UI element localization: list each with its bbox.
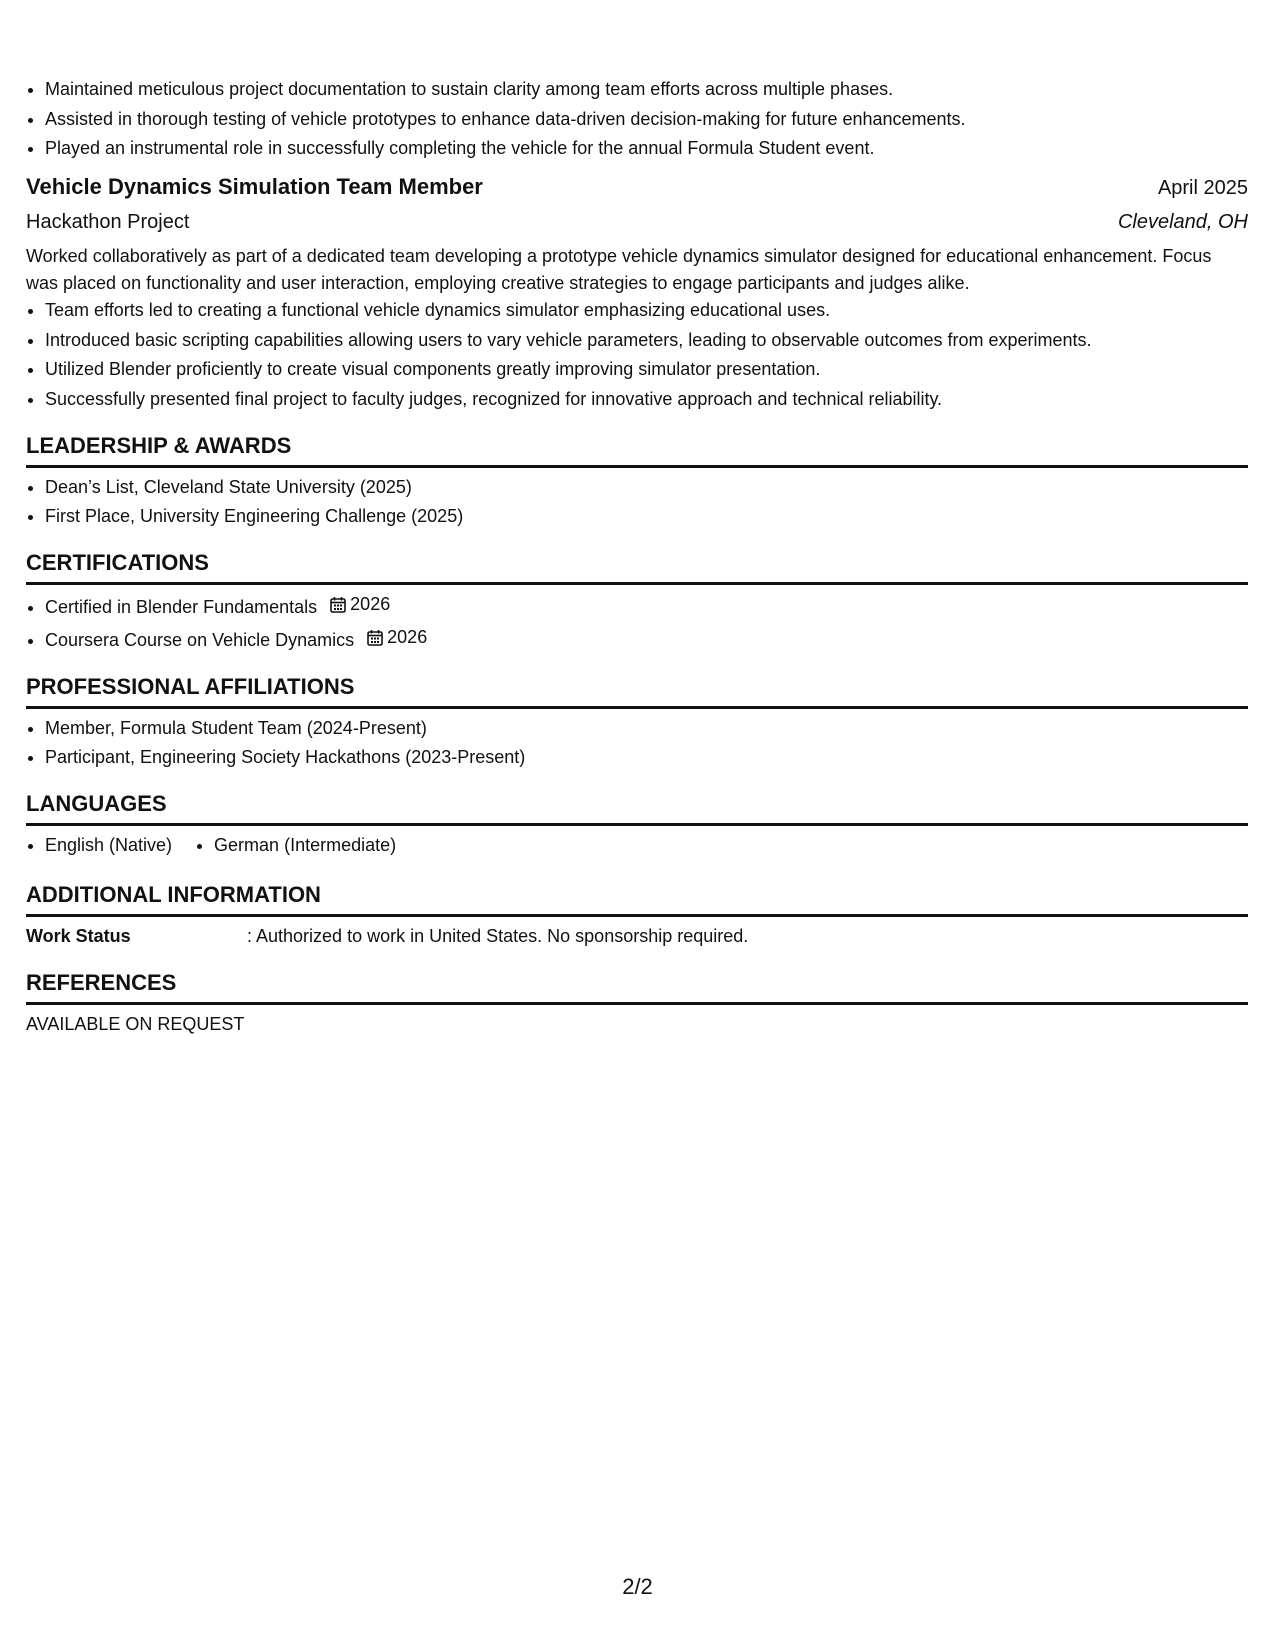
additional-section (26, 878, 1248, 950)
project-entry (26, 170, 1248, 413)
list-item: • Played an instrumental role in successfully completing the vehicle for the annual Formula Student event. (45, 135, 1248, 162)
calendar-icon (367, 629, 383, 646)
list-item: • Utilized Blender proficiently to create visual components greatly improving simulator presentation. (45, 356, 1248, 383)
affiliations-section (26, 670, 1248, 772)
list-item: • Successfully presented final project to faculty judges, recognized for innovative approach and technical reliability. (45, 386, 1248, 413)
project-title: Vehicle Dynamics Simulation Team Member (26, 174, 483, 199)
list-item: • Member, Formula Student Team (2024-Present) (45, 715, 1248, 742)
list-item: • English (Native) (45, 832, 172, 859)
project-description: Worked collaboratively as part of a dedicated team developing a prototype vehicle dynamics simulator designed for educational enhancement. Focus was placed on functionality and user interaction, employing creative strategies to engage participants and judges alike. (26, 246, 1212, 293)
info-value: : Authorized to work in United States. No sponsorship required. (247, 925, 749, 946)
section-title: ADDITIONAL INFORMATION (26, 878, 1248, 917)
info-key: Work Status (26, 925, 131, 946)
references-section (26, 966, 1248, 1038)
section-title: LEADERSHIP & AWARDS (26, 429, 1248, 468)
list-item (45, 624, 1248, 654)
languages-section (26, 787, 1248, 862)
info-row (26, 923, 1248, 950)
project-location: Cleveland, OH (1117, 211, 1248, 233)
project-date: April 2025 (1157, 177, 1248, 199)
calendar-icon (330, 596, 346, 613)
list-item: • Dean’s List, Cleveland State University (2025) (45, 474, 1248, 501)
list-item: • Assisted in thorough testing of vehicle prototypes to enhance data-driven decision-making for future enhancements. (45, 106, 1248, 133)
cert-year: 2026 (350, 594, 391, 614)
page-number: 2/2 (622, 1574, 653, 1599)
section-title: PROFESSIONAL AFFILIATIONS (26, 670, 1248, 709)
list-item: • Participant, Engineering Society Hackathons (2023-Present) (45, 744, 1248, 771)
experience-bullets (26, 76, 1248, 162)
resume-page (26, 76, 1248, 1038)
list-item: • Team efforts led to creating a functional vehicle dynamics simulator emphasizing educational uses. (45, 297, 1248, 324)
cert-year: 2026 (387, 626, 428, 647)
project-bullets (26, 297, 1248, 413)
list-item: • First Place, University Engineering Challenge (2025) (45, 503, 1248, 530)
section-title: CERTIFICATIONS (26, 546, 1248, 585)
cert-name: Coursera Course on Vehicle Dynamics (45, 629, 355, 650)
project-org: Hackathon Project (26, 211, 190, 233)
certifications-section (26, 546, 1248, 654)
cert-name: Certified in Blender Fundamentals (45, 597, 318, 617)
list-item: • Maintained meticulous project documentation to sustain clarity among team efforts across multiple phases. (45, 76, 1248, 103)
section-title: LANGUAGES (26, 787, 1248, 826)
references-text: AVAILABLE ON REQUEST (26, 1013, 245, 1034)
list-item: • German (Intermediate) (214, 832, 396, 859)
leadership-section (26, 429, 1248, 531)
list-item: • Introduced basic scripting capabilities allowing users to vary vehicle parameters, leading to observable outcomes from experiments. (45, 327, 1248, 354)
section-title: REFERENCES (26, 966, 1248, 1005)
list-item (45, 591, 1248, 621)
